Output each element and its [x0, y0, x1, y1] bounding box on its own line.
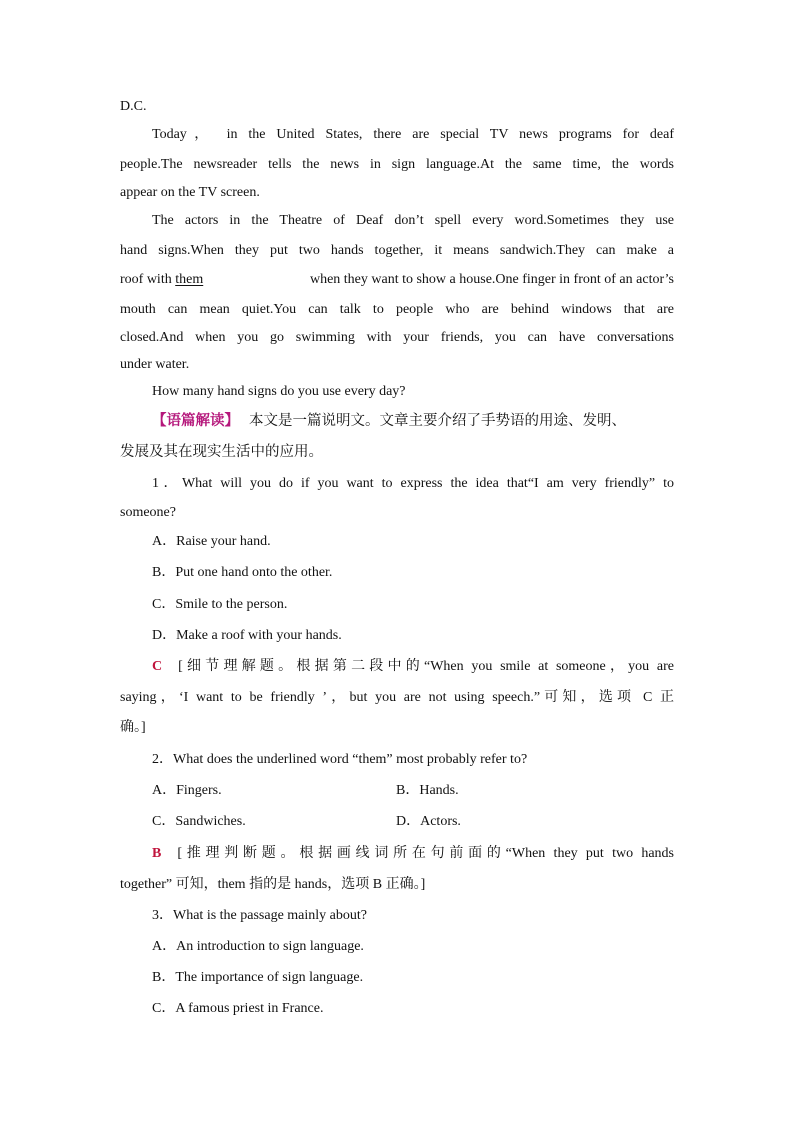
analysis-line: 发展及其在现实生活中的应用。 [120, 444, 323, 460]
paragraph-line: Today， in the United States, there are special TV news programs for deaf [152, 127, 674, 142]
option-b: B．Put one hand onto the other. [152, 565, 333, 580]
option-a: A．Raise your hand. [152, 534, 271, 549]
passage-fragment: D.C. [120, 99, 147, 114]
paragraph-line: closed.And when you go swimming with your friends, you can have conversations [120, 330, 674, 345]
option-a: A．Fingers. [152, 783, 222, 798]
option-d: D．Make a roof with your hands. [152, 628, 342, 643]
paragraph-line [120, 270, 674, 290]
question-stem: 3．What is the passage mainly about? [152, 908, 367, 923]
question-stem: 2．What does the underlined word “them” most probably refer to? [152, 752, 528, 767]
option-a: A．An introduction to sign language. [152, 939, 364, 954]
paragraph-line: hand signs.When they put two hands together, it means sandwich.They can make a [120, 243, 674, 258]
option-c: C．Smile to the person. [152, 597, 288, 612]
explanation-text: [细节理解题。根据第二段中的“When you smile at someone，you are [178, 659, 674, 674]
option-c: C．Sandwiches. [152, 814, 246, 829]
analysis-tag: 【语篇解读】 [152, 413, 239, 429]
option-b: B．The importance of sign language. [152, 970, 364, 985]
explanation-line [152, 844, 674, 864]
underlined-word: them [175, 272, 204, 287]
answer-letter: B [152, 846, 162, 861]
option-b: B．Hands. [396, 783, 459, 798]
option-d: D．Actors. [396, 814, 461, 829]
paragraph-line: under water. [120, 357, 190, 372]
analysis-text: 本文是一篇说明文。文章主要介绍了手势语的用途、发明、 [249, 413, 626, 429]
option-c: C．A famous priest in France. [152, 1001, 324, 1016]
answer-letter: C [152, 659, 163, 674]
question-stem: someone? [120, 505, 176, 520]
explanation-line: saying，‘I want to be friendly ’，but you are not using speech.”可知，选项 C 正 [120, 690, 674, 705]
paragraph-line: people.The newsreader tells the news in sign language.At the same time, the words [120, 157, 674, 172]
explanation-line: together” 可知，them 指的是 hands，选项 B 正确。] [120, 877, 426, 892]
explanation-text: [推理判断题。根据画线词所在句前面的“When they put two hands [177, 846, 674, 861]
paragraph-line: How many hand signs do you use every day? [152, 384, 406, 399]
explanation-line: 确。] [120, 720, 146, 735]
analysis-line [152, 411, 674, 431]
paragraph-line: mouth can mean quiet.You can talk to people who are behind windows that are [120, 302, 674, 317]
paragraph-line: The actors in the Theatre of Deaf don’t spell every word.Sometimes they use [152, 213, 674, 228]
explanation-line [152, 657, 674, 677]
paragraph-line: appear on the TV screen. [120, 185, 260, 200]
text-segment: roof with [120, 272, 176, 287]
text-segment: when they want to show a house.One finger in front of an actor’s [306, 272, 674, 287]
question-stem: 1．What will you do if you want to express the idea that“I am very friendly” to [152, 476, 674, 491]
